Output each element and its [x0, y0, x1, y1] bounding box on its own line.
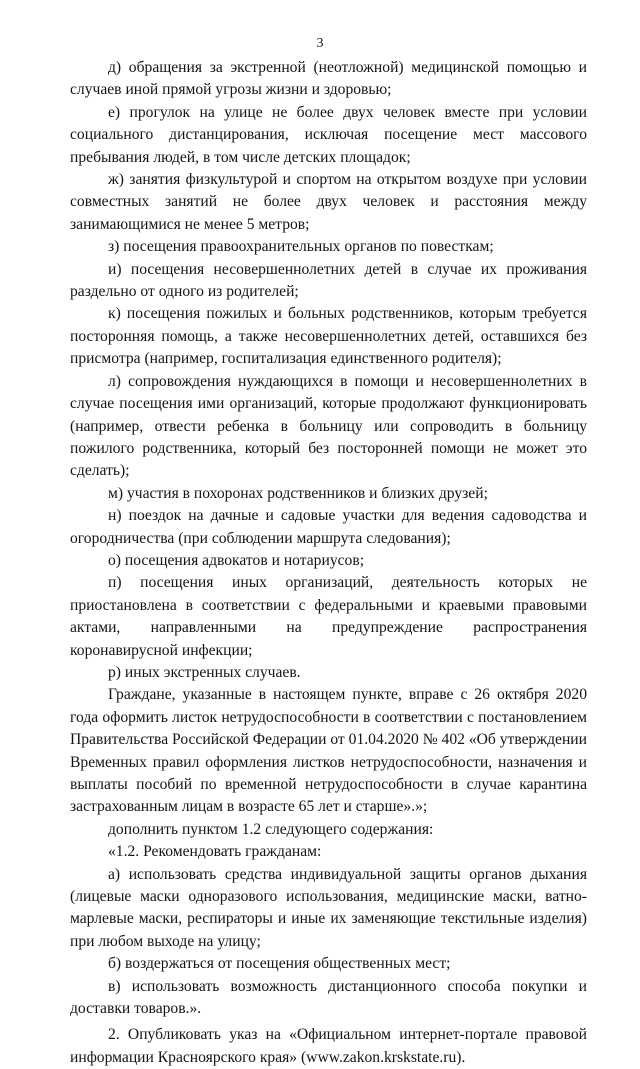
paragraph-b: б) воздержаться от посещения общественных мест; [108, 955, 451, 973]
paragraph-zh: ж) занятия физкультурой и спортом на открытом воздухе при условии совместных занятий не более двух человек и расстояния между занимающимися не менее 5 метров; [70, 171, 587, 233]
paragraph-1-2-heading: «1.2. Рекомендовать гражданам: [108, 843, 322, 861]
paragraph-i: и) посещения несовершеннолетних детей в случае их проживания раздельно от одного из родителей; [70, 260, 587, 301]
paragraph-sick-leave: Граждане, указанные в настоящем пункте, вправе с 26 октября 2020 года оформить листок нетрудоспособности в соответствии с постановлением Правительства Российской Федерации от 01.04.2020 № 402 «Об утверждении Временных правил оформления листков нетрудоспособности, назначения и выплаты пособий по временной нетрудоспособности в случае карантина застрахованным лицам в возрасте 65 лет и старше».»; [70, 686, 587, 816]
paragraph-amend: дополнить пунктом 1.2 следующего содержания: [108, 820, 434, 838]
document-body [70, 57, 587, 1069]
paragraph-o: о) посещения адвокатов и нотариусов; [108, 551, 365, 569]
paragraph-v: в) использовать возможность дистанционного способа покупки и доставки товаров.». [70, 977, 587, 1018]
paragraph-n: н) поездок на дачные и садовые участки для ведения садоводства и огородничества (при соблюдении маршрута следования); [70, 507, 587, 547]
paragraph-e: е) прогулок на улице не более двух человек вместе при условии социального дистанцирования, исключая посещение мест массового пребывания людей, в том числе детских площадок; [70, 103, 587, 166]
paragraph-a: а) использовать средства индивидуальной защиты органов дыхания (лицевые маски одноразового использования, медицинские маски, ватно-марлевые маски, респираторы и иные их заменяющие текстильные изделия) при любом выходе на улицу; [70, 865, 587, 950]
paragraph-publish: 2. Опубликовать указ на «Официальном интернет-портале правовой информации Красноярского края» (www.zakon.krskstate.ru). [70, 1026, 587, 1066]
paragraph-m: м) участия в похоронах родственников и близких друзей; [108, 484, 488, 502]
paragraph-k: к) посещения пожилых и больных родственников, которым требуется посторонняя помощь, а также несовершеннолетних детей, оставшихся без присмотра (например, госпитализация единственного родителя); [70, 305, 587, 368]
paragraph-z: з) посещения правоохранительных органов по повесткам; [108, 238, 494, 256]
paragraph-l: л) сопровождения нуждающихся в помощи и несовершеннолетних в случае посещения ими организаций, которые продолжают функционировать (например, отвести ребенка в больницу или сопроводить в больницу пожилого родственника, который без посторонней помощи не может это сделать); [70, 372, 587, 480]
paragraph-d: д) обращения за экстренной (неотложной) медицинской помощью и случаев иной прямой угрозы жизни и здоровью; [70, 59, 587, 99]
paragraph-r: р) иных экстренных случаев. [108, 663, 301, 681]
paragraph-p: п) посещения иных организаций, деятельность которых не приостановлена в соответствии с федеральными и краевыми правовыми актами, направленными на предупреждение распространения коронавирусной инфекции; [70, 574, 587, 659]
page-number: 3 [316, 36, 324, 51]
